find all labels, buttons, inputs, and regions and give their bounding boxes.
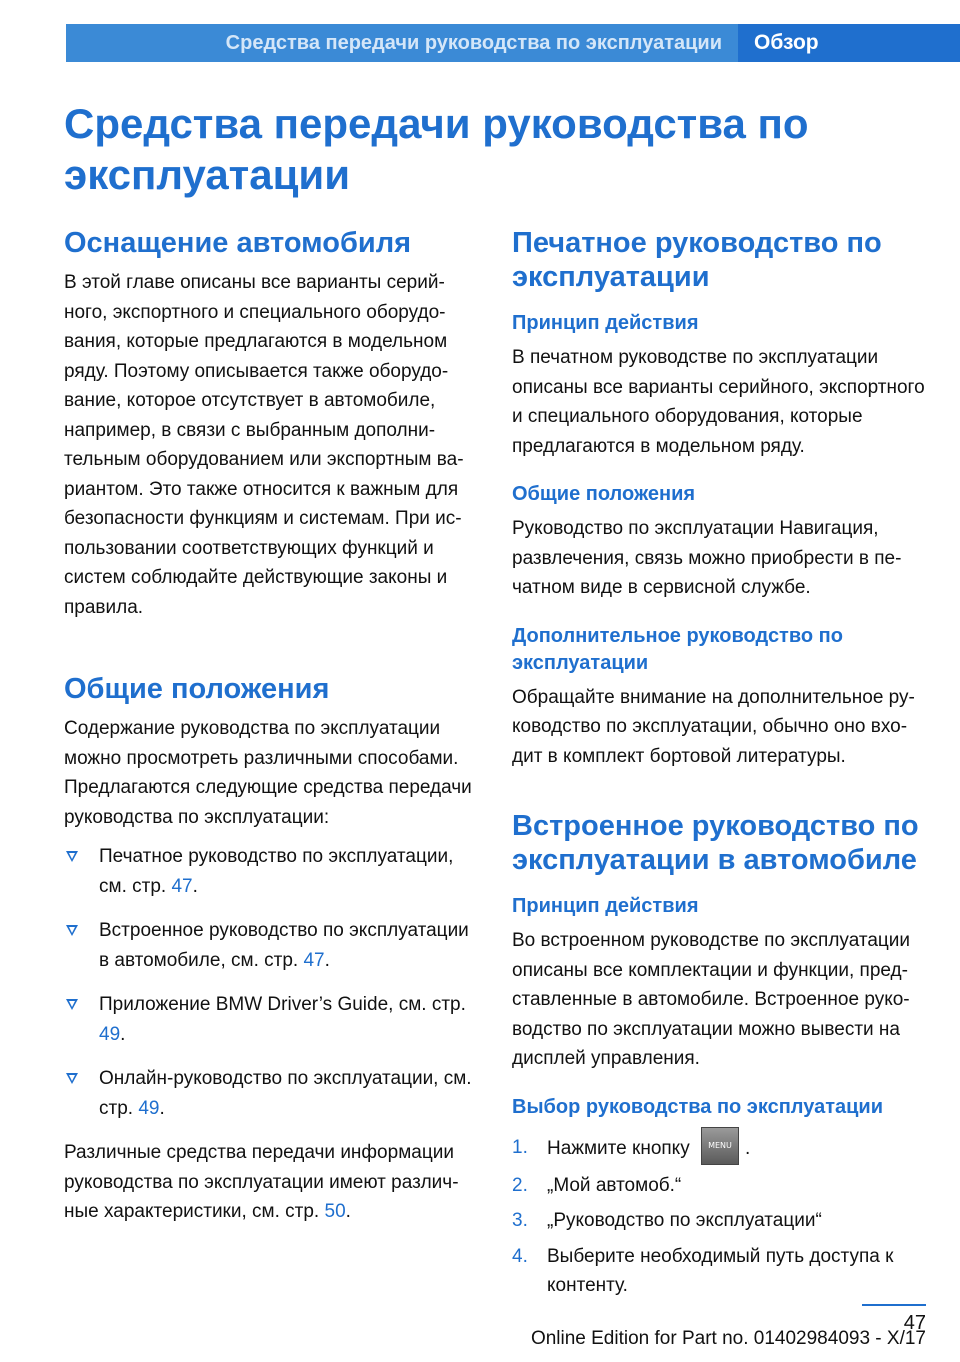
triangle-bullet-icon (66, 1073, 78, 1084)
period: . (192, 875, 198, 897)
step-item (512, 1206, 926, 1236)
steps-list (512, 1133, 926, 1301)
step-text: „Руководство по эксплуатации“ (547, 1210, 822, 1231)
menu-button-icon: MENU (701, 1127, 739, 1165)
section-title-integrated-manual: Встроенное руководство по эксплуатации в автомобиле (512, 810, 919, 876)
list-item-text: Приложение BMW Driver’s Guide, см. стр. (99, 994, 466, 1015)
step-number: 3. (512, 1210, 528, 1231)
page-link[interactable]: 49 (138, 1097, 160, 1119)
step-text: Выберите необходимый путь доступа к контенту. (547, 1245, 894, 1296)
header-chapter-tab: Обзор (738, 24, 960, 62)
outro-text: Различные средства передачи информации руководства по эксплуатации имеют различные характеристики, см. стр. (64, 1142, 459, 1222)
list-item (64, 842, 476, 901)
additional-manual-paragraph: Обращайте внимание на дополнительное руководство по эксплуатации, обычно оно входит в комплект бортовой литературы. (512, 686, 915, 767)
general-intro-paragraph: Содержание руководства по эксплуатации можно просмотреть различными способами. Предлагаются следующие средства передачи руководства по эксплуатации: (64, 718, 472, 828)
list-item (64, 1064, 476, 1123)
subtitle-general: Общие положения (512, 483, 696, 505)
step-suffix: . (744, 1137, 751, 1159)
page-link[interactable]: 50 (324, 1201, 346, 1222)
printed-general-paragraph: Руководство по эксплуатации Навигация, развлечения, связь можно приобрести в печатном виде в сервисной службе. (512, 518, 902, 598)
page-number: 47 (903, 1312, 926, 1334)
step-number: 1. (512, 1136, 528, 1158)
list-item-text: Онлайн-руководство по эксплуатации, см. стр. (99, 1068, 472, 1119)
list-item-text: Печатное руководство по эксплуатации, см. стр. (99, 846, 454, 897)
period: . (345, 1201, 351, 1222)
page-title: Средства передачи руководства по эксплуатации (64, 100, 809, 198)
step-text: „Мой автомоб.“ (547, 1174, 682, 1196)
media-list (64, 842, 476, 1123)
footer-rule (862, 1304, 926, 1306)
section-title-equipment: Оснащение автомобиля (64, 227, 412, 259)
printed-principle-paragraph: В печатном руководстве по эксплуатации описаны все варианты серийного, экспортного и специального оборудования, которые предлагаются в модельном ряду. (512, 347, 925, 457)
step-item (512, 1171, 926, 1201)
page-link[interactable]: 47 (171, 875, 193, 897)
edition-footer: Online Edition for Part no. 01402984093 - X/17 (530, 1328, 926, 1349)
triangle-bullet-icon (66, 999, 78, 1010)
subtitle-principle: Принцип действия (512, 895, 699, 917)
page-link[interactable]: 47 (303, 949, 325, 971)
step-item (512, 1133, 926, 1165)
triangle-bullet-icon (66, 851, 78, 862)
step-text: Нажмите кнопку (547, 1137, 690, 1159)
list-item (64, 990, 476, 1049)
period: . (324, 949, 330, 971)
right-column (512, 226, 926, 1307)
list-item (64, 916, 476, 975)
header-section-title: Средства передачи руководства по эксплуатации (66, 24, 738, 62)
integrated-principle-paragraph: Во встроенном руководстве по эксплуатации описаны все комплектации и функции, представленные в автомобиле. Встроенное руководство по эксплуатации можно вывести на дисплей управления. (512, 930, 911, 1069)
subtitle-principle: Принцип действия (512, 312, 699, 334)
subtitle-additional-manual: Дополнительное руководство по эксплуатации (512, 624, 843, 674)
equipment-paragraph: В этой главе описаны все варианты серийного, экспортного и специального оборудования, которые предлагаются в модельном ряду. Поэтому описывается также оборудование, которое отсутствует в автомобиле, например, в связи с выбранным дополнительным оборудованием или экспортным вариантом. Это также относится к важным для безопасности функциям и системам. При использовании соответствующих функций и систем соблюдайте действующие законы и правила. (64, 272, 464, 618)
subtitle-select-manual: Выбор руководства по эксплуатации (512, 1095, 884, 1118)
section-title-general: Общие положения (64, 673, 330, 705)
step-number: 2. (512, 1174, 528, 1196)
period: . (159, 1097, 165, 1119)
page-link[interactable]: 49 (99, 1023, 121, 1045)
section-title-printed-manual: Печатное руководство по эксплуатации (512, 227, 882, 293)
step-number: 4. (512, 1245, 528, 1267)
list-item-text: Встроенное руководство по эксплуатации в автомобиле, см. стр. (99, 920, 469, 971)
left-column (64, 226, 476, 1227)
step-item (512, 1242, 926, 1301)
general-outro-paragraph (64, 1138, 476, 1227)
triangle-bullet-icon (66, 925, 78, 936)
period: . (120, 1023, 126, 1045)
